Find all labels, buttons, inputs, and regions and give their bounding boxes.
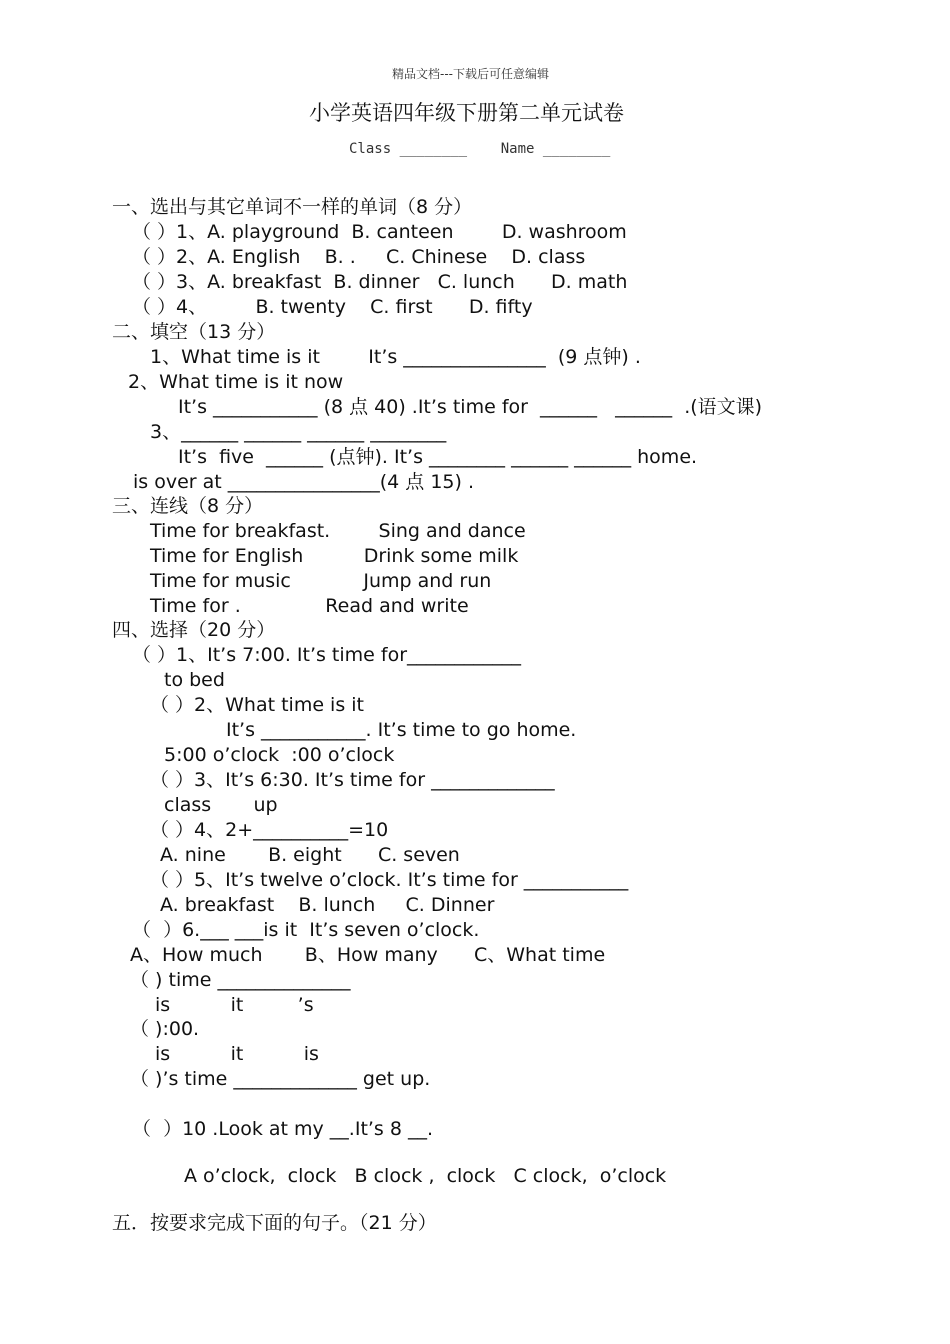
question-line: It’s ___________ (8 点 40) .It’s time for ______ ______ .(语文课) — [178, 396, 763, 418]
question-line: 1、What time is it It’s _______________ (9 点钟) . — [150, 346, 641, 368]
option-line: to bed — [164, 669, 225, 691]
question-line: It’s five ______ (点钟). It’s ________ ______ ______ home. — [178, 446, 698, 468]
page-title: 小学英语四年级下册第二单元试卷 — [309, 101, 624, 125]
match-line: Time for music Jump and run — [150, 570, 492, 592]
question-line: （ ）3、It’s 6:30. It’s time for _____________ — [150, 769, 555, 791]
question-line: 2、What time is it now — [128, 371, 344, 393]
option-line: A. nine B. eight C. seven — [160, 844, 460, 866]
question-line: （ ) time ______________ — [130, 969, 351, 991]
question-line: 3、______ ______ ______ ________ — [150, 421, 447, 443]
question-line: （ ）2、What time is it — [150, 694, 365, 716]
option-line: A、How much B、How many C、What time — [130, 944, 606, 966]
section-heading-5: 五．按要求完成下面的句子。（21 分） — [112, 1212, 437, 1234]
question-line: （ ）1、It’s 7:00. It’s time for____________ — [132, 644, 522, 666]
option-line: 5:00 o’clock :00 o’clock — [164, 744, 395, 766]
question-line: （ ）5、It’s twelve o’clock. It’s time for ___________ — [150, 869, 629, 891]
question-line: （ ）3、A. breakfast B. dinner C. lunch D. math — [132, 271, 628, 293]
option-line: A o’clock, clock B clock , clock C clock, o’clock — [184, 1165, 667, 1187]
question-line: is over at ________________(4 点 15) . — [133, 471, 475, 493]
option-line: class up — [164, 794, 278, 816]
section-heading-1: 一、选出与其它单词不一样的单词（8 分） — [112, 196, 473, 218]
match-line: Time for breakfast. Sing and dance — [150, 520, 526, 542]
option-line: A. breakfast B. lunch C. Dinner — [160, 894, 495, 916]
section-heading-4: 四、选择（20 分） — [112, 619, 276, 641]
question-line: （ ）4、 B. twenty C. first D. fifty — [132, 296, 533, 318]
match-line: Time for English Drink some milk — [150, 545, 519, 567]
class-name-line: Class ________ Name ________ — [349, 141, 611, 157]
question-line: （ ）1、A. playground B. canteen D. washroom — [132, 221, 627, 243]
option-line: is it ’s — [155, 994, 314, 1016]
option-line: is it is — [155, 1043, 319, 1065]
question-line: （ ）6.___ ___is it It’s seven o’clock. — [132, 919, 480, 941]
question-line: （ ）10 .Look at my __.It’s 8 __. — [132, 1118, 434, 1140]
header-note: 精品文档---下载后可任意编辑 — [392, 67, 549, 81]
section-heading-3: 三、连线（8 分） — [112, 495, 264, 517]
question-line: It’s ___________. It’s time to go home. — [226, 719, 577, 741]
question-line: （ ):00. — [130, 1018, 200, 1040]
question-line: （ )’s time _____________ get up. — [130, 1068, 431, 1090]
match-line: Time for . Read and write — [150, 595, 469, 617]
question-line: （ ）2、A. English B. . C. Chinese D. class — [132, 246, 586, 268]
section-heading-2: 二、填空（13 分） — [112, 321, 276, 343]
question-line: （ ）4、2+__________=10 — [150, 819, 389, 841]
